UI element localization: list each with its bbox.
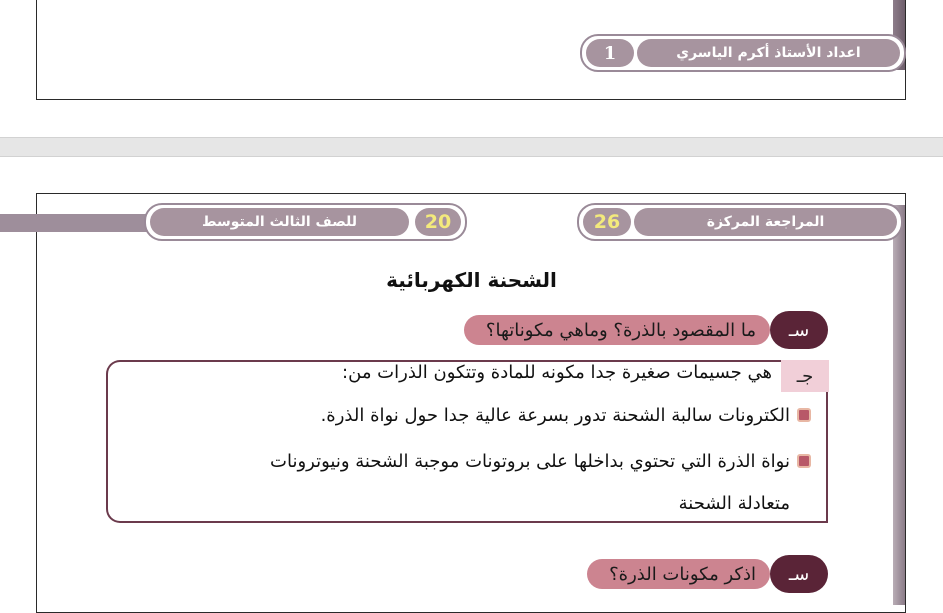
question-row <box>380 311 828 349</box>
question-text: ما المقصود بالذرة؟ وماهي مكوناتها؟ <box>464 315 770 345</box>
page-number-right: 26 <box>583 208 631 236</box>
grade-label: للصف الثالث المتوسط <box>150 208 409 236</box>
question-text: اذكر مكونات الذرة؟ <box>587 559 770 589</box>
question-badge: س‍ـ <box>770 555 828 593</box>
review-label: المراجعة المركزة <box>634 208 897 236</box>
answer-line: هي جسيمات صغيرة جدا مكونه للمادة وتتكون الذرات من: <box>342 362 772 383</box>
answer-line: متعادلة الشحنة <box>678 493 790 514</box>
page-number-left: 20 <box>415 208 461 236</box>
author-label: اعداد الأستاذ أكرم الياسري <box>637 39 900 67</box>
bullet-icon <box>797 454 811 468</box>
section-title: الشحنة الكهربائية <box>386 268 557 292</box>
review-header-pill <box>577 203 903 241</box>
question-row <box>560 555 828 593</box>
page-edge-decoration <box>893 205 905 605</box>
answer-line: الكترونات سالبة الشحنة تدور بسرعة عالية جدا حول نواة الذرة. <box>320 405 790 426</box>
question-badge: س‍ـ <box>770 311 828 349</box>
author-footer-pill <box>580 34 906 72</box>
page-number: 1 <box>586 39 634 67</box>
bullet-icon <box>797 408 811 422</box>
grade-header-pill <box>144 203 467 241</box>
answer-badge: جـ <box>781 360 829 392</box>
page-separator <box>0 137 943 157</box>
answer-line: نواة الذرة التي تحتوي بداخلها على بروتونات موجبة الشحنة ونيوترونات <box>270 451 790 472</box>
header-left-decoration <box>0 214 150 232</box>
answer-frame-edge <box>826 392 828 523</box>
